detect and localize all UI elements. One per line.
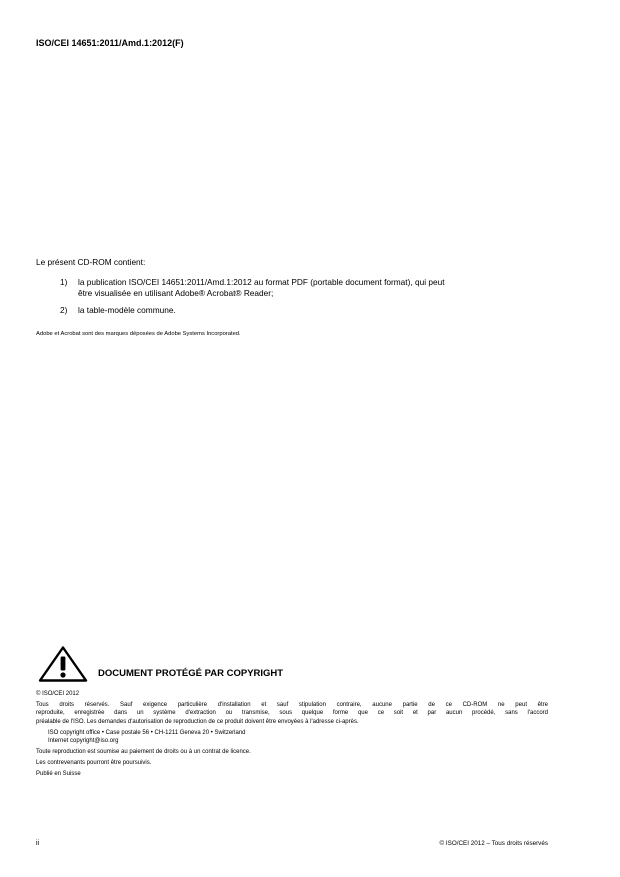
list-number: 2) (60, 305, 68, 315)
rights-paragraph (36, 701, 548, 726)
reproduction-note: Toute reproduction est soumise au paiement de droits ou à un contrat de licence. (36, 749, 251, 756)
rights-line: préalable de l'ISO. Les demandes d'autorisation de reproduction de ce produit doivent être envoyées à l'adresse ci-après. (36, 718, 359, 725)
list-text-line: être visualisée en utilisant Adobe® Acrobat® Reader; (78, 288, 274, 298)
copyright-body (36, 690, 548, 781)
document-id: ISO/CEI 14651:2011/Amd.1:2012(F) (36, 38, 184, 48)
rights-line: Tous droits réservés. Sauf exigence particulière d'installation et sauf stipulation contraire, aucune partie de ce CD-ROM ne peut être (36, 702, 548, 708)
copyright-title: DOCUMENT PROTÉGÉ PAR COPYRIGHT (98, 668, 284, 679)
published-note: Publié en Suisse (36, 771, 81, 778)
copyright-warning (38, 646, 558, 680)
list-number: 1) (60, 277, 68, 287)
list-text (78, 305, 176, 316)
warning-triangle-icon (38, 646, 88, 682)
footer-rights: © ISO/CEI 2012 – Tous droits réservés (439, 840, 548, 847)
copyright-notice: © ISO/CEI 2012 (36, 691, 80, 697)
offenders-note: Les contrevenants pourront être poursuivis. (36, 760, 152, 767)
page-number: ii (36, 840, 40, 847)
list-item (60, 277, 555, 299)
list-text (78, 277, 445, 299)
trademark-note: Adobe et Acrobat sont des marques déposées de Adobe Systems Incorporated. (36, 331, 241, 337)
rights-line: reproduite, enregistrée dans un système d'extraction ou transmise, sous quelque forme que ce soit et par aucun procédé, sans l'accord (36, 710, 548, 717)
internet-contact: Internet copyright@iso.org (48, 738, 119, 745)
list-item (60, 305, 555, 316)
intro-text: Le présent CD-ROM contient: (36, 257, 146, 267)
office-address: ISO copyright office • Case postale 56 • CH-1211 Geneva 20 • Switzerland (48, 729, 246, 736)
list-text-line: la publication ISO/CEI 14651:2011/Amd.1:2012 au format PDF (portable document format), qui peut (78, 277, 445, 287)
list-text-line: la table-modèle commune. (78, 305, 176, 315)
contents-list (60, 277, 555, 322)
